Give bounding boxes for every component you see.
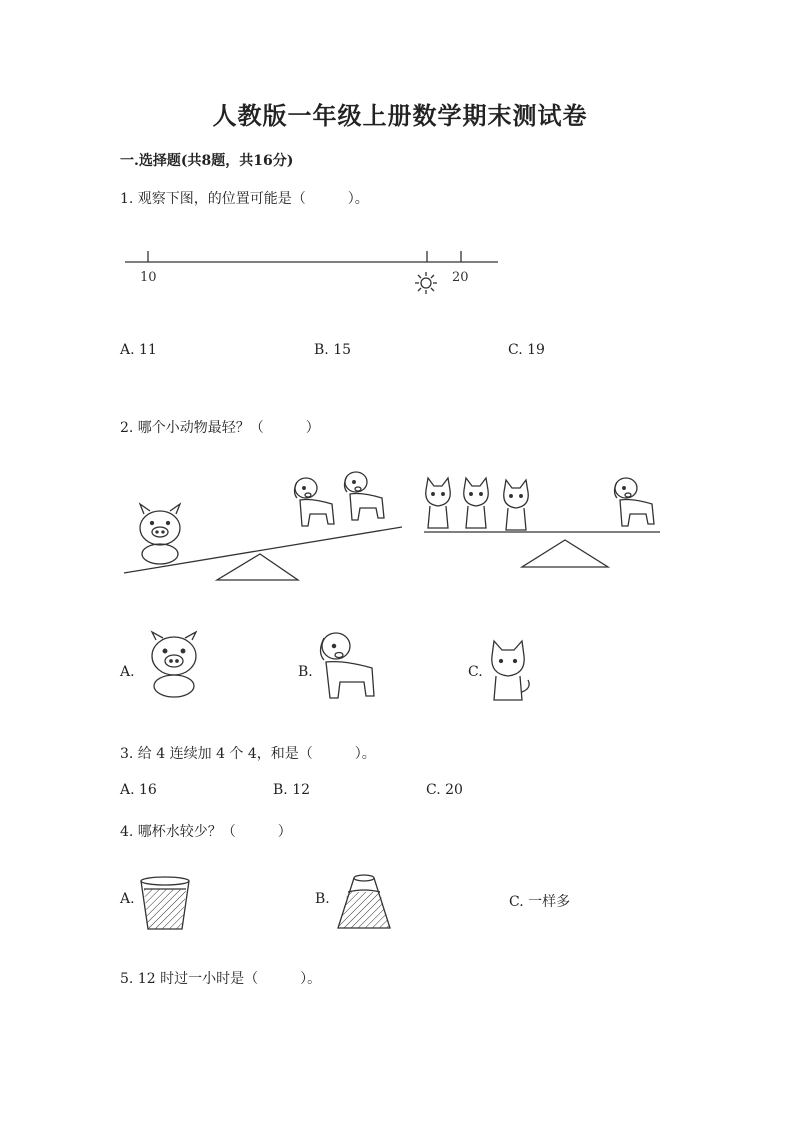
q3-option-c[interactable]: C. 20 [426,782,463,798]
q4-option-a[interactable]: A. [120,891,135,907]
q1-option-a[interactable]: A. 11 [120,342,157,358]
question-2-text: 2. 哪个小动物最轻？（ ） [120,420,320,436]
q3-option-a[interactable]: A. 16 [120,782,157,798]
question-1-text: 1. 观察下图，的位置可能是（ ）。 [120,191,369,207]
q4-option-c[interactable]: C. 一样多 [509,894,571,910]
balance-scale-right [420,470,670,570]
dog-icon [615,478,655,526]
cat-icon [486,640,534,702]
q2-option-b[interactable]: B. [298,664,313,680]
q2-option-c[interactable]: C. [468,664,483,680]
section-heading: 一.选择题(共8题，共16分) [120,153,294,169]
pig-icon [140,504,180,564]
number-line [120,245,510,305]
pig-icon [146,634,202,700]
q1-option-c[interactable]: C. 19 [508,342,545,358]
cone-cup-icon [336,872,392,932]
q3-option-b[interactable]: B. 12 [273,782,311,798]
question-4-text: 4. 哪杯水较少？（ ） [120,824,292,840]
q4-option-b[interactable]: B. [315,891,330,907]
q2-option-a[interactable]: A. [120,664,135,680]
q1-option-b[interactable]: B. 15 [314,342,352,358]
dog-icon [295,478,335,526]
tick-label-10: 10 [140,270,157,285]
tick-label-20: 20 [452,270,469,285]
dog-icon [316,630,382,700]
seesaw-scale-left [120,470,410,585]
cup-icon [138,875,192,933]
dog-icon [345,472,385,520]
cat-icon [464,478,489,528]
page-title: 人教版一年级上册数学期末测试卷 [212,101,588,130]
cat-icon [426,478,451,528]
question-3-text: 3. 给 4 连续加 4 个 4，和是（ ）。 [120,746,376,762]
cat-icon [504,480,529,530]
sun-icon [415,272,437,294]
question-5-text: 5. 12 时过一小时是（ ）。 [120,971,322,987]
